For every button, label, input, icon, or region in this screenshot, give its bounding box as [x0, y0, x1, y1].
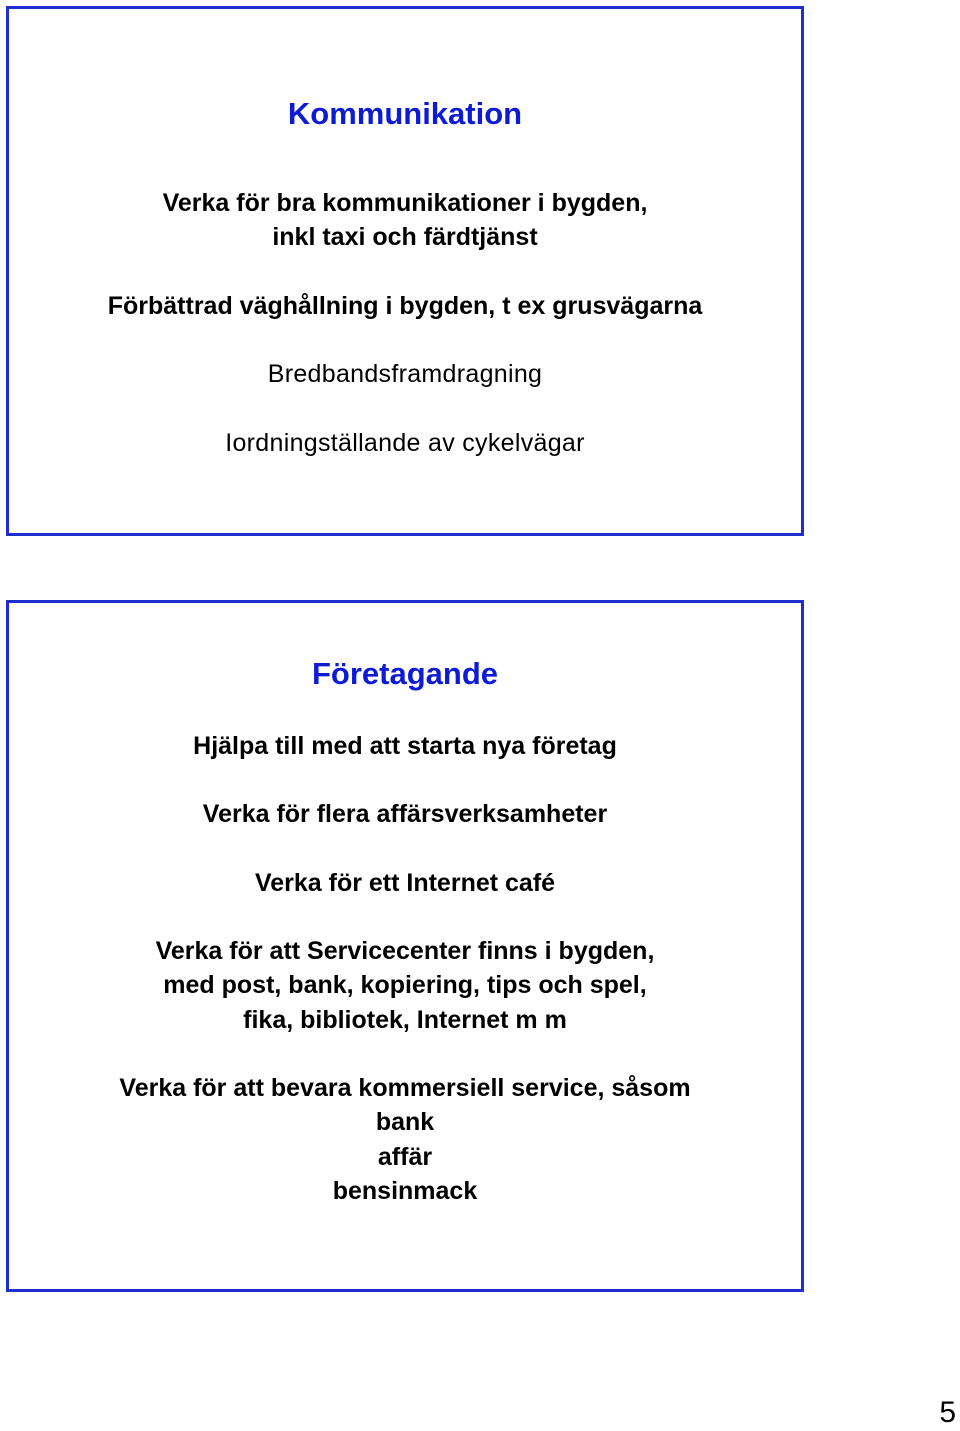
bullet-line: fika, bibliotek, Internet m m — [243, 1006, 567, 1034]
bullet-line: Verka för bra kommunikationer i bygden, — [162, 189, 648, 217]
bullet-line: med post, bank, kopiering, tips och spel, — [163, 971, 647, 999]
page-number: 5 — [939, 1396, 956, 1429]
bullet-line: Verka för ett Internet café — [254, 869, 556, 897]
bullet-line: bank — [375, 1108, 435, 1136]
bullet-line: Verka för flera affärsverksamheter — [202, 800, 608, 828]
bullet-line: Verka för att Servicecenter finns i bygden, — [155, 937, 655, 965]
bullet-line: bensinmack — [332, 1177, 478, 1205]
bullet-line: Förbättrad väghållning i bygden, t ex grusvägarna — [107, 292, 703, 320]
slide-kommunikation — [6, 6, 804, 536]
bullet-line: inkl taxi och färdtjänst — [272, 223, 538, 251]
slide-title: Kommunikation — [287, 96, 523, 131]
slide-foretagande — [6, 600, 804, 1292]
bullet-line: Bredbandsframdragning — [267, 360, 543, 388]
slide-title: Företagande — [311, 656, 499, 691]
bullet-line: Iordningställande av cykelvägar — [225, 429, 585, 457]
bullet-line: affär — [377, 1143, 433, 1171]
bullet-line: Verka för att bevara kommersiell service, såsom — [119, 1074, 691, 1102]
bullet-line: Hjälpa till med att starta nya företag — [193, 732, 617, 760]
